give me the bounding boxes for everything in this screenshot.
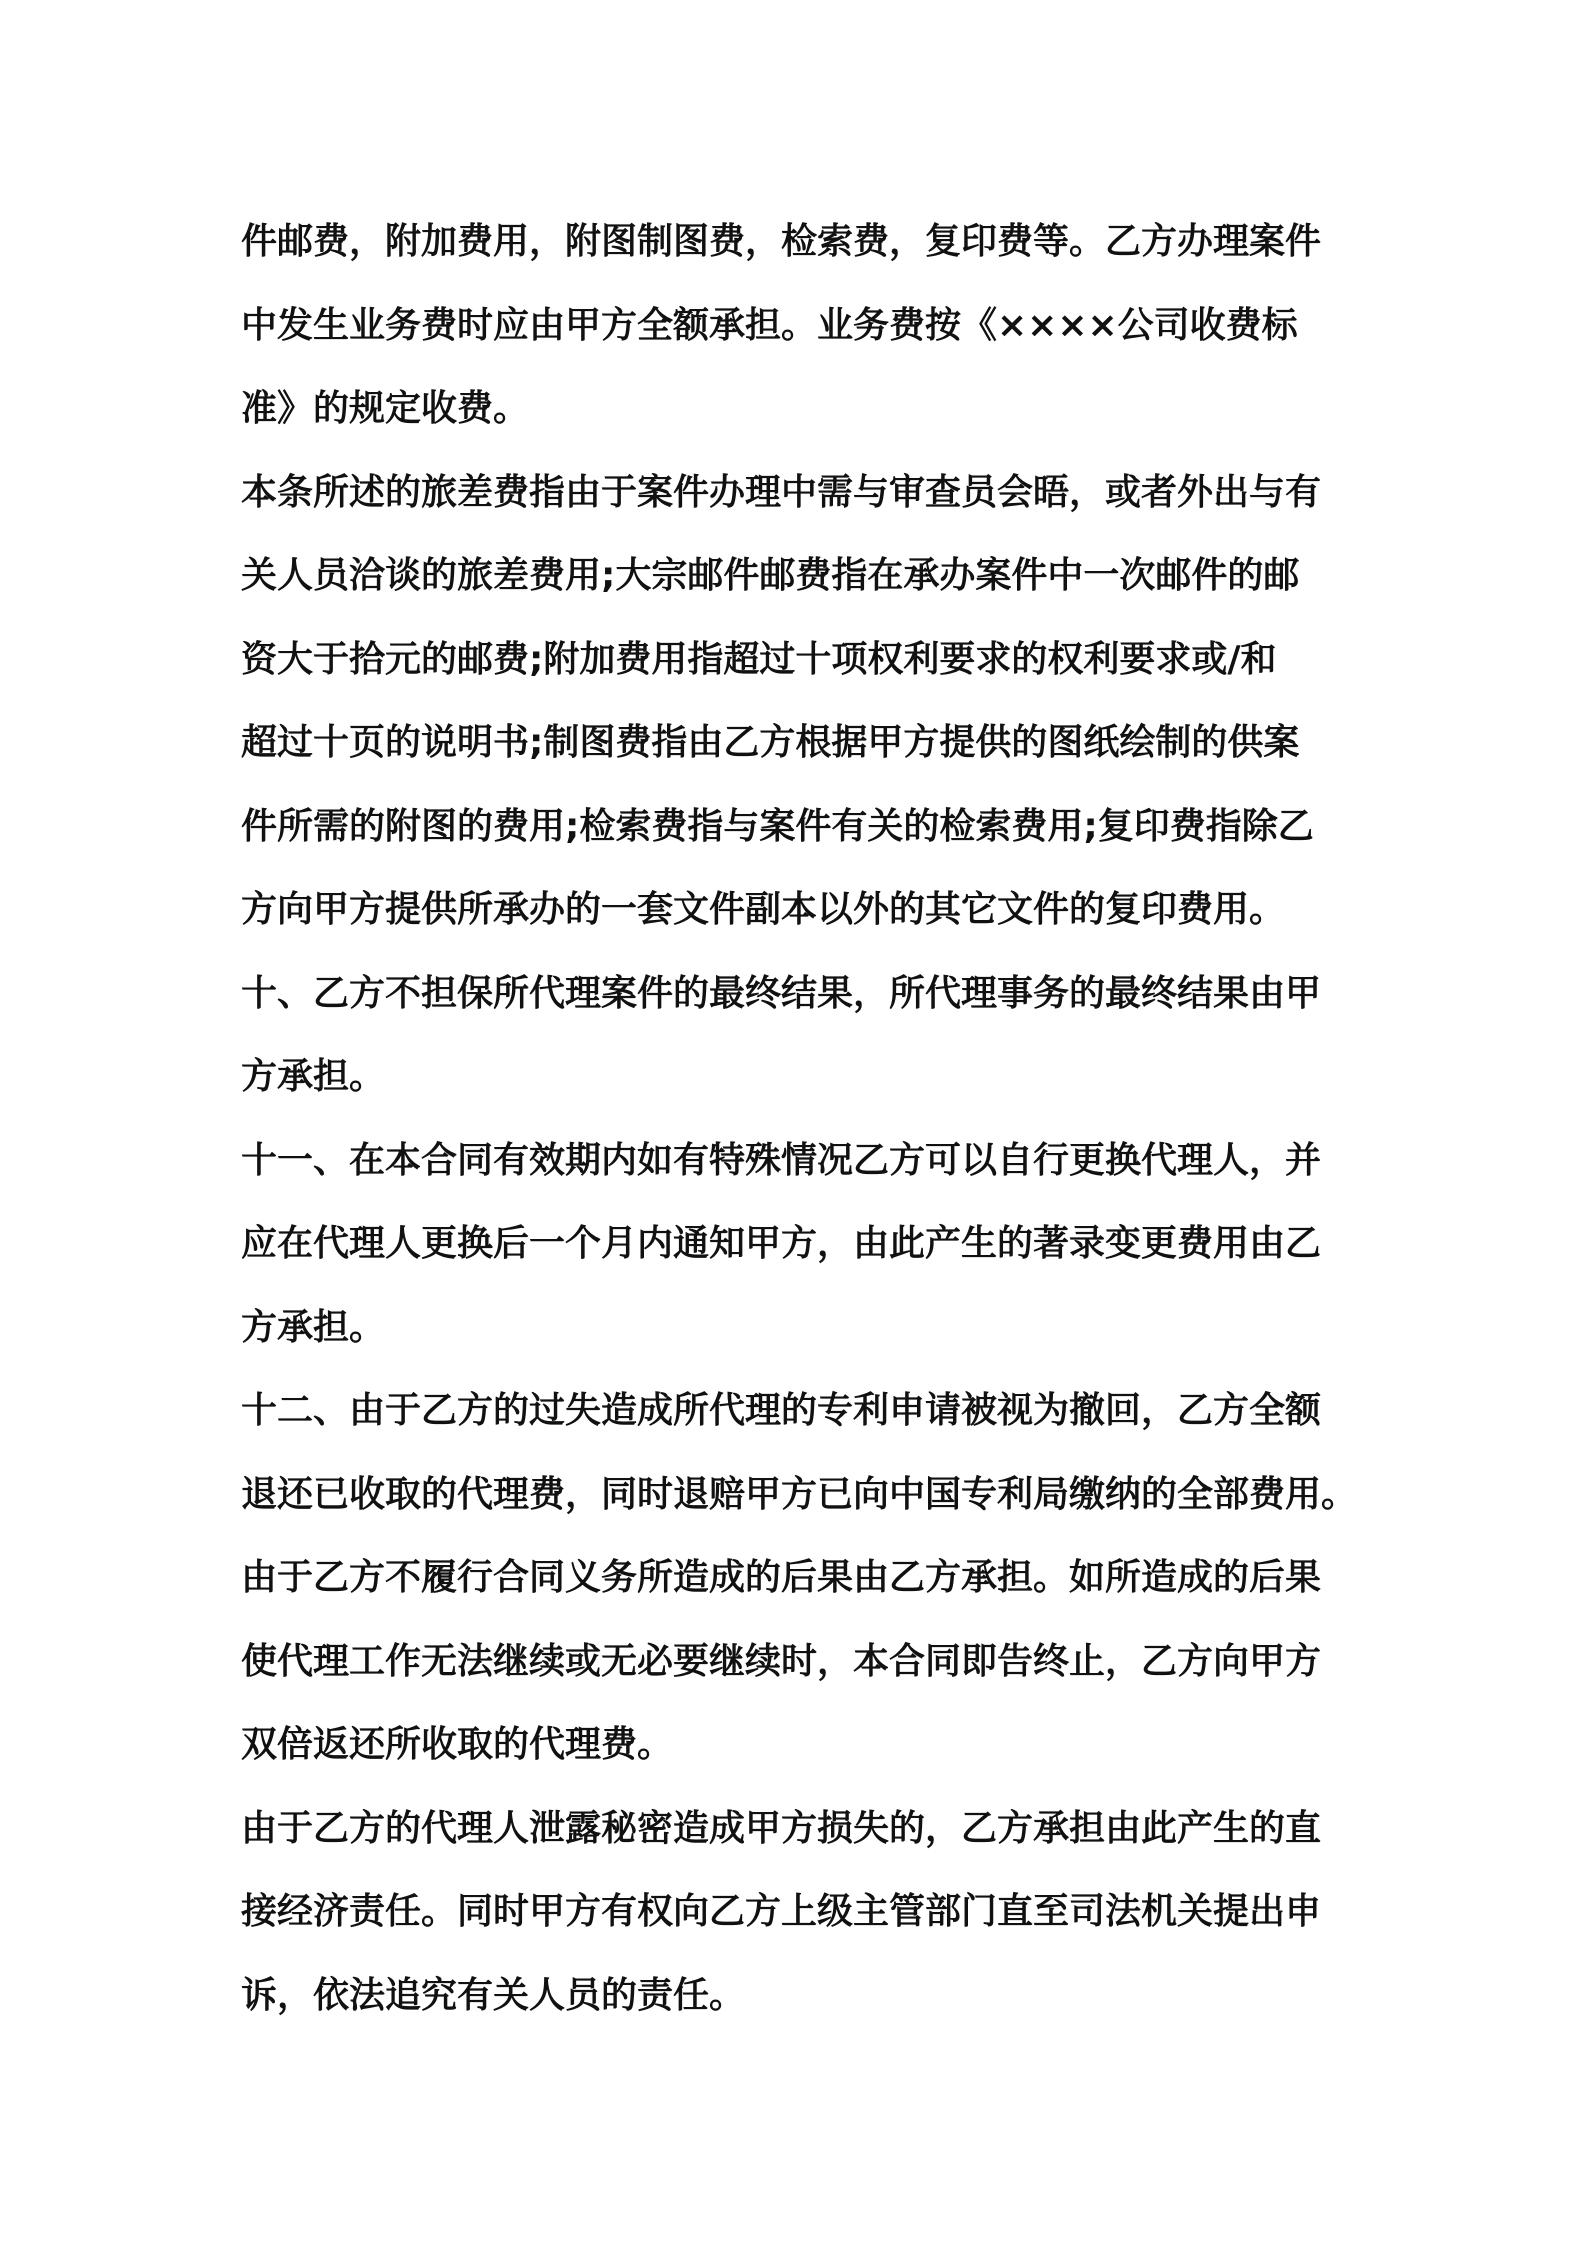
text-line: 退还已收取的代理费，同时退赔甲方已向中国专利局缴纳的全部费用。 xyxy=(241,1473,1358,1515)
text-line: 方承担。 xyxy=(241,1056,386,1097)
text-line: 关人员洽谈的旅差费用;大宗邮件邮费指在承办案件中一次邮件的邮 xyxy=(241,555,1300,596)
text-line: 件邮费，附加费用，附图制图费，检索费，复印费等。乙方办理案件 xyxy=(241,221,1322,262)
text-line: 方承担。 xyxy=(241,1306,386,1348)
text-line: 方向甲方提供所承办的一套文件副本以外的其它文件的复印费用。 xyxy=(241,889,1286,930)
text-line: 接经济责任。同时甲方有权向乙方上级主管部门直至司法机关提出申 xyxy=(241,1891,1322,1932)
text-line: 件所需的附图的费用;检索费指与案件有关的检索费用;复印费指除乙 xyxy=(241,805,1314,847)
text-line: 十、乙方不担保所代理案件的最终结果，所代理事务的最终结果由甲 xyxy=(241,972,1322,1014)
text-line: 资大于拾元的邮费;附加费用指超过十项权利要求的权利要求或/和 xyxy=(241,638,1277,680)
paragraph-fees-continued xyxy=(241,200,1361,451)
paragraph-fees-definitions xyxy=(241,451,1361,952)
text-line: 本条所述的旅差费指由于案件办理中需与审查员会晤，或者外出与有 xyxy=(241,471,1322,513)
text-line: 应在代理人更换后一个月内通知甲方，由此产生的著录变更费用由乙 xyxy=(241,1223,1322,1264)
paragraph-clause-10 xyxy=(241,952,1361,1119)
text-line: 十一、在本合同有效期内如有特殊情况乙方可以自行更换代理人，并 xyxy=(241,1139,1322,1181)
text-line: 诉，依法追究有关人员的责任。 xyxy=(241,1974,746,2016)
paragraph-clause-12-failure xyxy=(241,1536,1361,1787)
text-line: 准》的规定收费。 xyxy=(241,388,530,429)
text-line: 双倍返还所收取的代理费。 xyxy=(241,1724,674,1765)
paragraph-clause-12-confidentiality xyxy=(241,1787,1361,2038)
text-line: 超过十页的说明书;制图费指由乙方根据甲方提供的图纸绘制的供案 xyxy=(241,722,1300,763)
text-line: 由于乙方不履行合同义务所造成的后果由乙方承担。如所造成的后果 xyxy=(241,1557,1322,1598)
paragraph-clause-11 xyxy=(241,1119,1361,1370)
paragraph-clause-12 xyxy=(241,1369,1361,1536)
text-line: 使代理工作无法继续或无必要继续时，本合同即告终止，乙方向甲方 xyxy=(241,1640,1322,1682)
text-line: 由于乙方的代理人泄露秘密造成甲方损失的，乙方承担由此产生的直 xyxy=(241,1807,1322,1849)
document-body xyxy=(241,200,1361,2037)
text-line: 十二、由于乙方的过失造成所代理的专利申请被视为撤回，乙方全额 xyxy=(241,1390,1322,1431)
text-line: 中发生业务费时应由甲方全额承担。业务费按《××××公司收费标 xyxy=(241,304,1298,346)
